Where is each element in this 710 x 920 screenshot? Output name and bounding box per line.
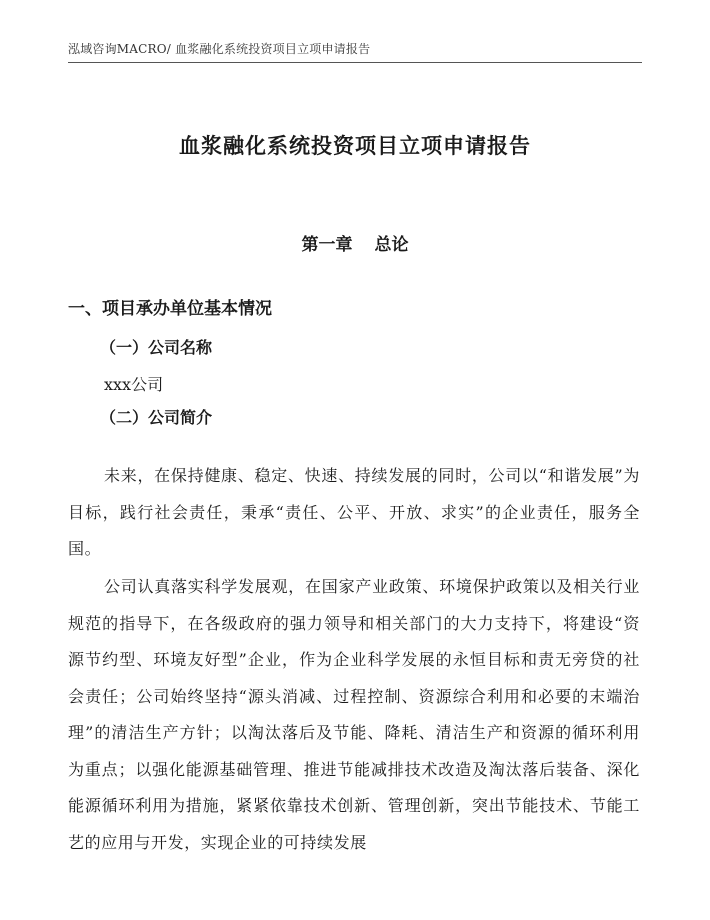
chapter-name: 总论 (374, 235, 409, 255)
chapter-heading (0, 230, 710, 255)
running-header: 泓域咨询MACRO/ 血浆融化系统投资项目立项申请报告 (68, 42, 371, 56)
paragraph-2: 公司认真落实科学发展观，在国家产业政策、环境保护政策以及相关行业规范的指导下，在各级政府的强力领导和相关部门的大力支持下，将建设“资源节约型、环境友好型”企业，作为企业科学发展的永恒目标和责无旁贷的社会责任；公司始终坚持“源头消减、过程控制、资源综合利用和必要的末端治理”的清洁生产方针；以淘汰落后及节能、降耗、清洁生产和资源的循环利用为重点；以强化能源基础管理、推进节能减排技术改造及淘汰落后装备、深化能源循环利用为措施，紧紧依靠技术创新、管理创新，突出节能技术、节能工艺的应用与开发，实现企业的可持续发展 (68, 577, 640, 852)
header-divider (68, 62, 642, 63)
subsection-heading-company-name: （一）公司名称 (100, 338, 213, 357)
company-name: xxx公司 (104, 375, 164, 394)
subsection-heading-company-profile: （二）公司简介 (100, 408, 213, 427)
chapter-number: 第一章 (301, 235, 353, 255)
document-title: 血浆融化系统投资项目立项申请报告 (179, 134, 531, 158)
section-heading: 一、项目承办单位基本情况 (68, 299, 272, 319)
paragraph-1: 未来，在保持健康、稳定、快速、持续发展的同时，公司以“和谐发展”为目标，践行社会责任，秉承“责任、公平、开放、求实”的企业责任，服务全国。 (68, 466, 640, 558)
